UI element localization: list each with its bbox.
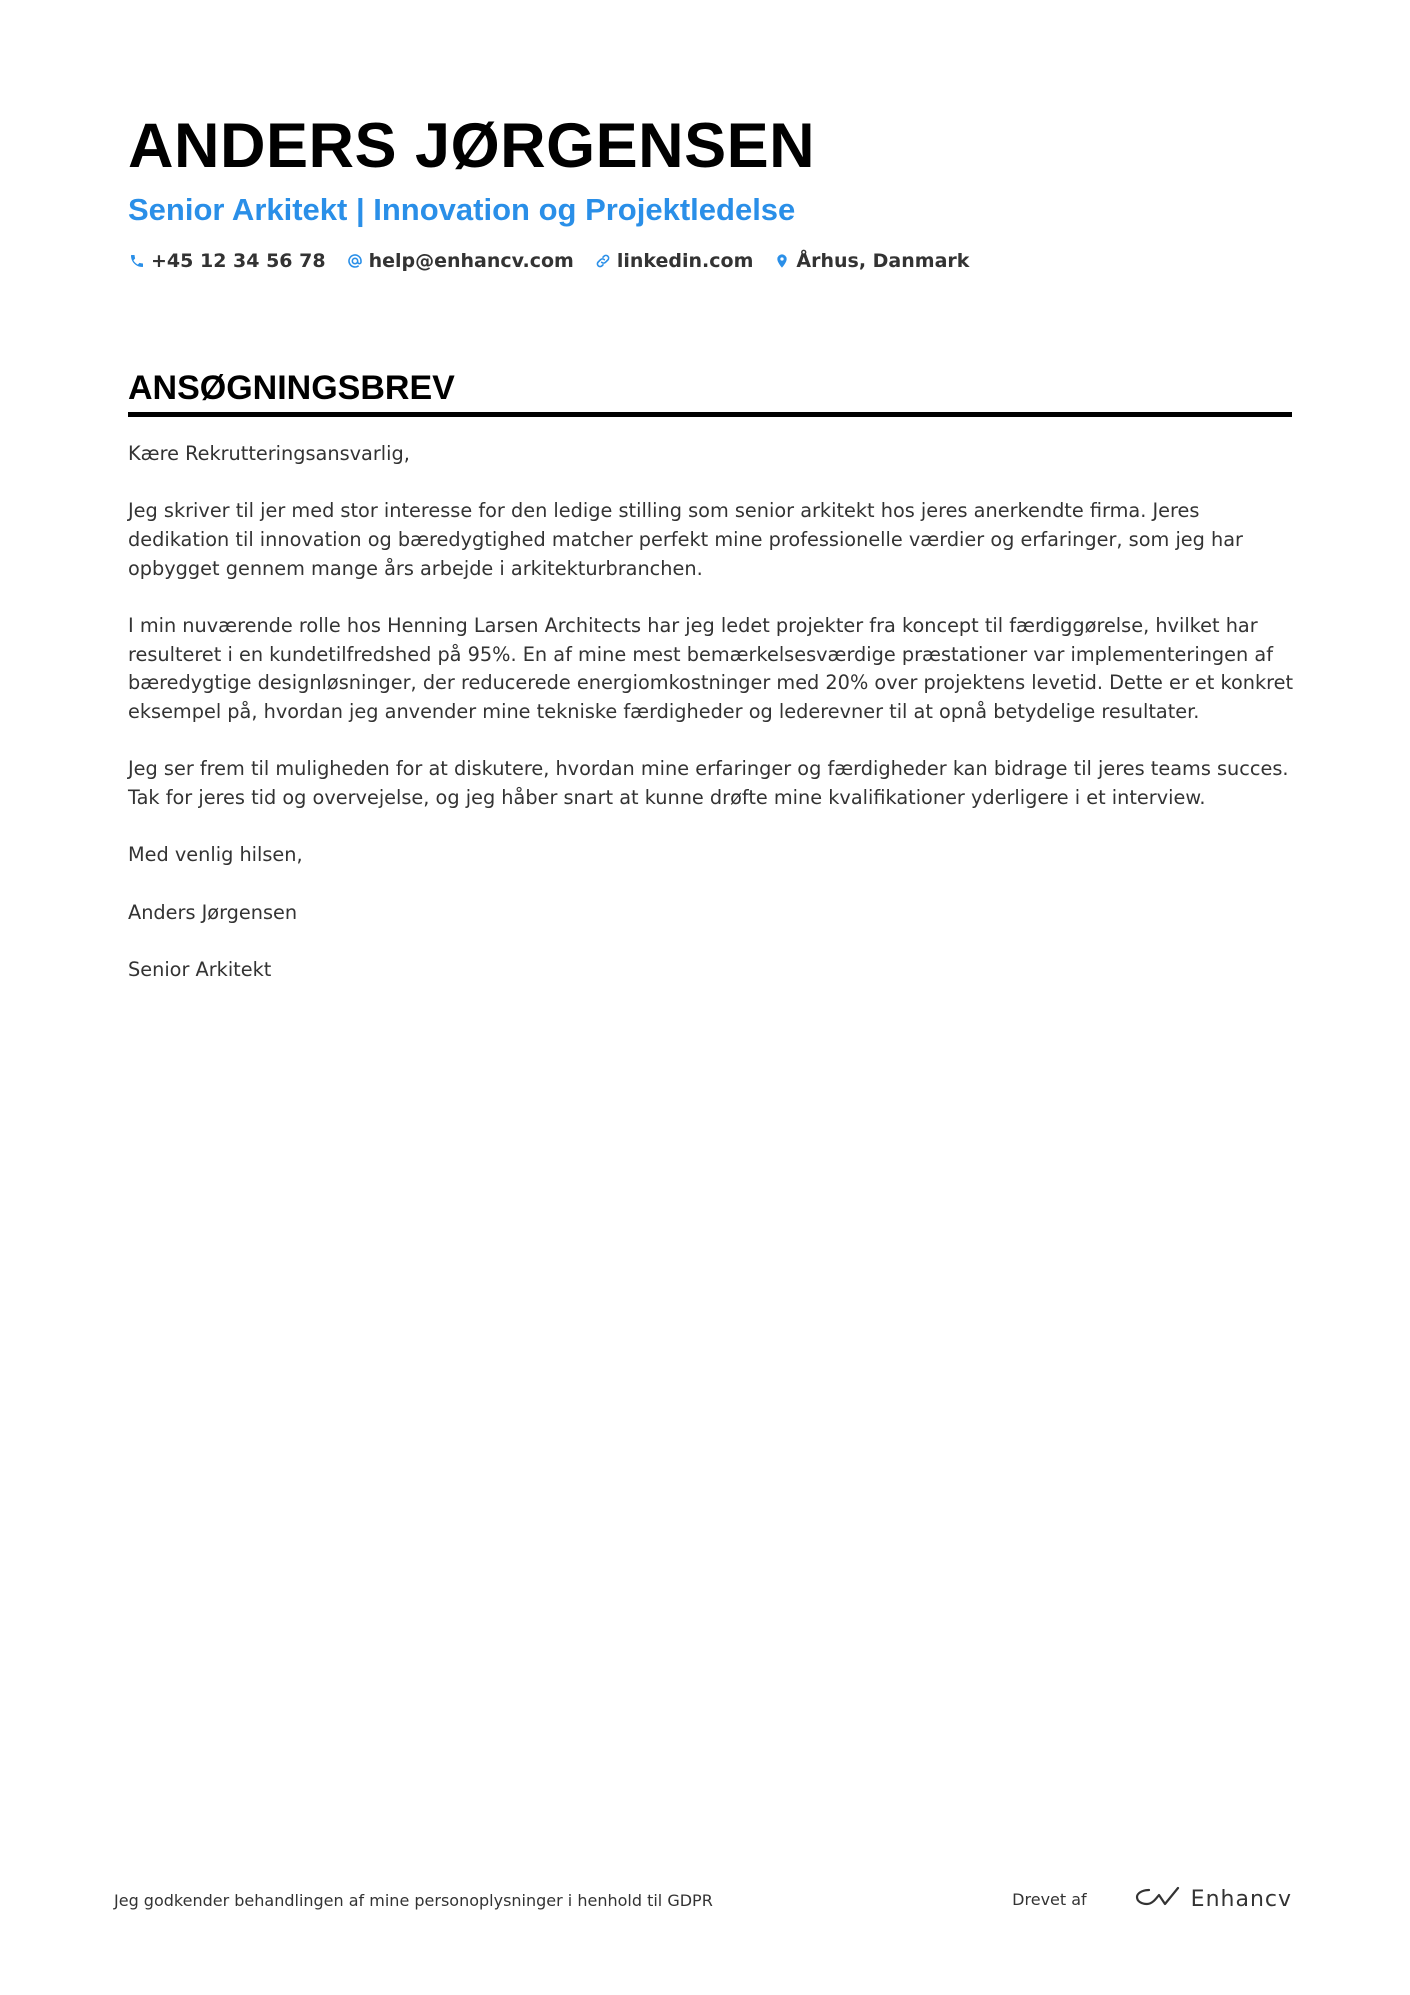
signature-name: Anders Jørgensen bbox=[128, 900, 298, 924]
enhancv-logo-icon bbox=[1135, 1884, 1191, 1914]
enhancv-brand-name: Enhancv bbox=[1190, 1886, 1292, 1912]
link-icon bbox=[594, 252, 612, 270]
phone-icon bbox=[128, 252, 146, 270]
section-title: ANSØGNINGSBREV bbox=[128, 368, 1292, 417]
location-pin-icon bbox=[773, 252, 791, 270]
linkedin-link[interactable]: linkedin.com bbox=[616, 250, 754, 272]
gdpr-consent: Jeg godkender behandlingen af mine personoplysninger i henhold til GDPR bbox=[114, 1891, 713, 1910]
powered-by-label: Drevet af bbox=[1012, 1889, 1087, 1909]
letter-closing: Med venlig hilsen, bbox=[128, 843, 303, 867]
letter-body bbox=[128, 440, 1298, 1013]
letter-paragraph: I min nuværende rolle hos Henning Larsen Architects har jeg ledet projekter fra koncept til færdiggørelse, hvilket har resulteret i en kundetilfredshed på 95%. En af mine mest bemærkelsesværdige præstationer var implementeringen af bæredygtige designløsninger, der reducerede energiomkostninger med 20% over projektens levetid. Dette er et konkret eksempel på, hvordan jeg anvender mine tekniske færdigheder og lederevner til at opnå betydelige resultater. bbox=[128, 613, 1294, 723]
applicant-name: ANDERS JØRGENSEN bbox=[128, 111, 816, 181]
contact-email bbox=[346, 250, 574, 272]
footer bbox=[114, 1886, 1292, 1930]
letter-paragraph: Jeg skriver til jer med stor interesse for den ledige stilling som senior arkitekt hos jeres anerkendte firma. Jeres dedikation til innovation og bæredygtighed matcher perfekt mine professionelle værdier og erfaringer, som jeg har opbygget gennem mange års arbejde i arkitekturbranchen. bbox=[128, 499, 1243, 580]
signature-title: Senior Arkitekt bbox=[128, 957, 272, 981]
applicant-tagline: Senior Arkitekt | Innovation og Projektledelse bbox=[128, 192, 796, 227]
header bbox=[128, 108, 1292, 272]
contact-phone bbox=[128, 250, 326, 272]
contact-linkedin bbox=[594, 250, 754, 272]
letter-greeting: Kære Rekrutteringsansvarlig, bbox=[128, 442, 410, 465]
enhancv-brand-link[interactable] bbox=[1135, 1884, 1292, 1914]
at-icon bbox=[346, 252, 364, 270]
contact-row bbox=[128, 250, 1292, 272]
email-address[interactable]: help@enhancv.com bbox=[368, 250, 574, 272]
contact-location bbox=[773, 250, 969, 272]
letter-paragraph: Jeg ser frem til muligheden for at diskutere, hvordan mine erfaringer og færdigheder kan bidrage til jeres teams succes. Tak for jeres tid og overvejelse, og jeg håber snart at kunne drøfte mine kvalifikationer yderligere i et interview. bbox=[128, 757, 1289, 809]
location-text: Århus, Danmark bbox=[796, 250, 970, 272]
phone-number: +45 12 34 56 78 bbox=[151, 250, 326, 272]
powered-by bbox=[1012, 1884, 1292, 1914]
